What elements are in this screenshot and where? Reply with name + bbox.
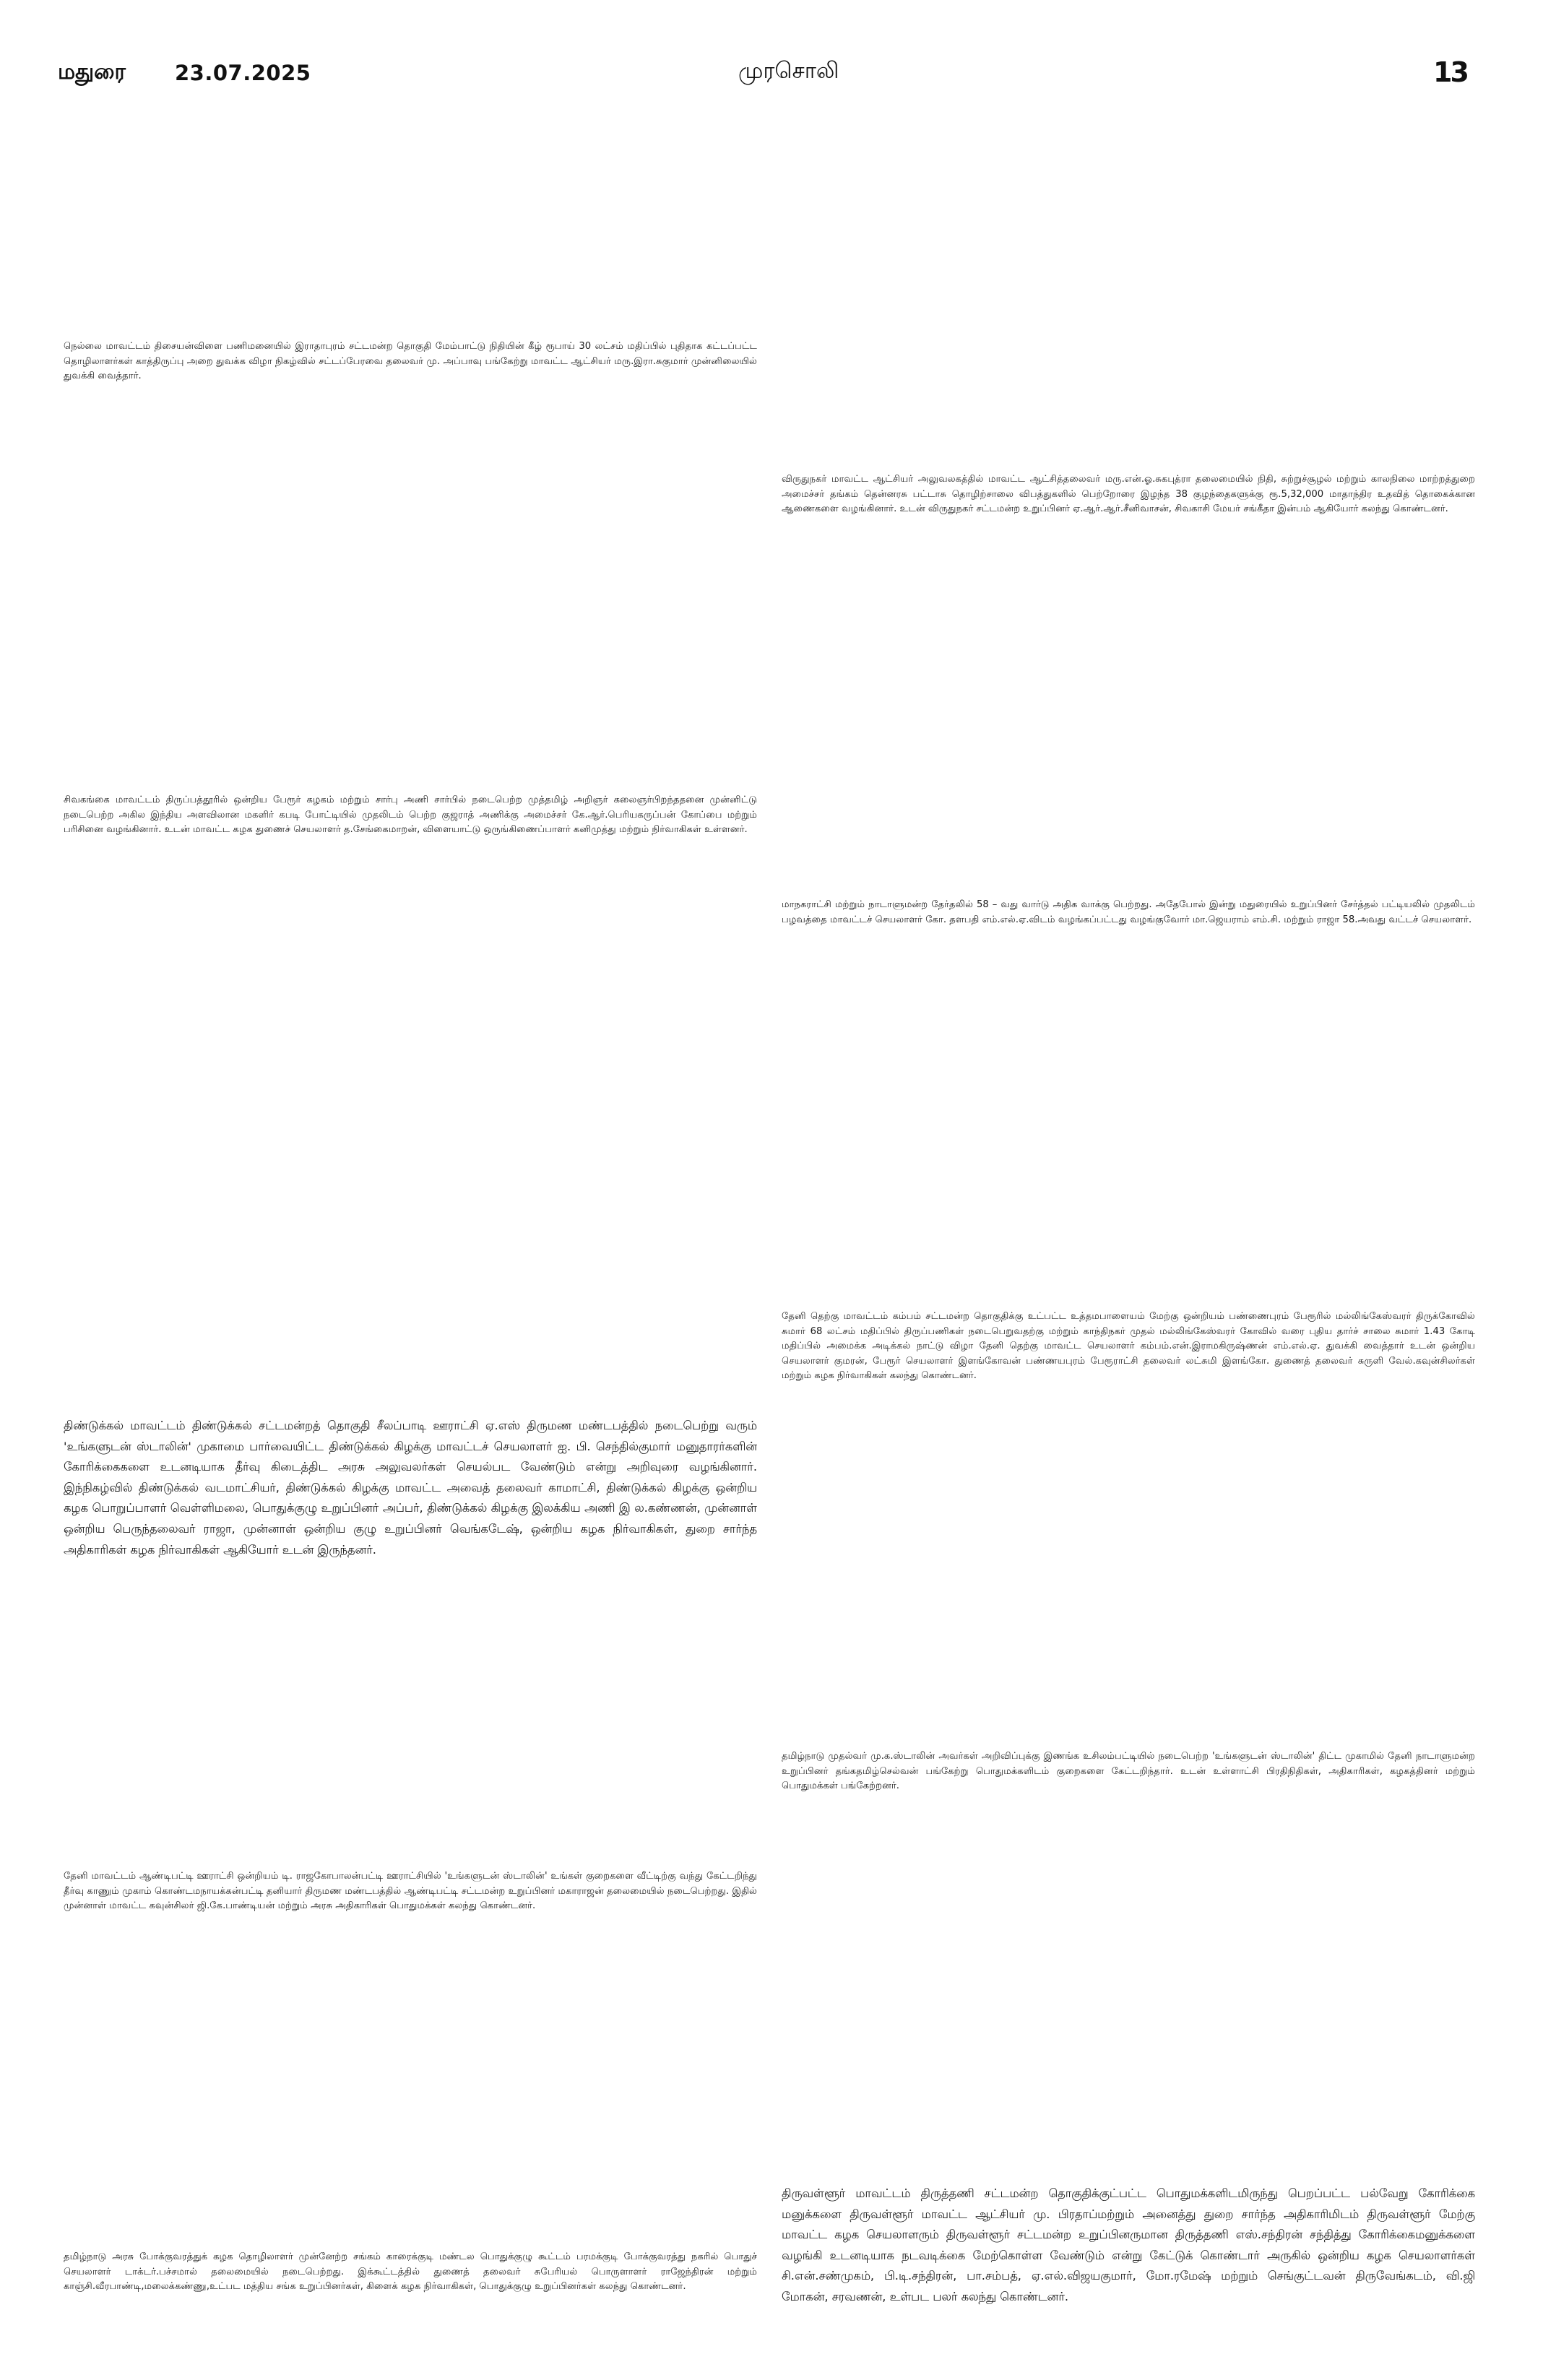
photo-caption-dindigul: திண்டுக்கல் மாவட்டம் திண்டுக்கல் சட்டமன்றத் தொகுதி சீலப்பாடி ஊராட்சி ஏ.எஸ் திருமண மண்டபத்தில் நடைபெற்று வரும் 'உங்களுடன் ஸ்டாலின்' முகாமை பார்வையிட்ட திண்டுக்கல் கிழக்கு மாவட்டச் செயலாளர் ஐ. பி. செந்தில்குமார் மனுதாரர்களின் கோரிக்கைகளை உடனடியாக தீர்வு கிடைத்திட அரசு அலுவலர்கள் செயல்பட வேண்டும் என்று அறிவுரை வழங்கினார். இந்நிகழ்வில் திண்டுக்கல் வடமாட்சியர், திண்டுக்கல் கிழக்கு மாவட்ட அவைத் தலைவர் காமாட்சி, திண்டுக்கல் கிழக்கு ஒன்றிய கழக பொறுப்பாளர் வெள்ளிமலை, பொதுக்குழு உறுப்பினர் அப்பர், திண்டுக்கல் கிழக்கு இலக்கிய அணி இ ல.கண்ணன், முன்னாள் ஒன்றிய பெருந்தலைவர் ராஜா, முன்னாள் ஒன்றிய குழு உறுப்பினர் வெங்கடேஷ், ஒன்றிய கழக நிர்வாகிகள், துறை சார்ந்த அதிகாரிகள் கழக நிர்வாகிகள் ஆகியோர் உடன் இருந்தனர். xyxy=(64,1419,757,1557)
photo-caption-madurai: மாநகராட்சி மற்றும் நாடாளுமன்ற தேர்தலில் 58 – வது வார்டு அதிக வாக்கு பெற்றது. அதேபோல் இன்று மதுரையில் உறுப்பினர் சேர்த்தல் பட்டியலில் முதலிடம் பழவத்தை மாவட்டச் செயலாளர் கோ. தளபதி எம்.எல்.ஏ.விடம் வழங்கப்பட்டது வழங்குவோர் மா.ஜெயராம் எம்.சி. மற்றும் ராஜா 58.அவது வட்டச் செயலாளர். xyxy=(782,899,1475,925)
photo-caption-tiruvallur: திருவள்ளூர் மாவட்டம் திருத்தணி சட்டமன்ற தொகுதிக்குட்பட்ட பொதுமக்களிடமிருந்து பெறப்பட்ட பல்வேறு கோரிக்கை மனுக்களை திருவள்ளூர் மாவட்ட ஆட்சியர் மு. பிரதாப்மற்றும் அனைத்து துறை சார்ந்த அதிகாரிமிடம் திருவள்ளூர் மேற்கு மாவட்ட கழக செயலாளரும் திருவள்ளூர் சட்டமன்ற உறுப்பினருமான திருத்தணி எஸ்.சந்திரன் சந்தித்து கோரிக்கைமனுக்களை வழங்கி உடனடியாக நடவடிக்கை மேற்கொள்ள வேண்டும் என்று கேட்டுக் கொண்டார் அருகில் ஒன்றிய கழக செயலாளர்கள் சி.என்.சண்முகம், பி.டி.சந்திரன், பா.சம்பத், ஏ.எல்.விஜயகுமார், மோ.ரமேஷ் மற்றும் செங்குட்டவன் திருவேங்கடம், வி.ஜி மோகன், சரவணன், உள்பட பலர் கலந்து கொண்டனர். xyxy=(782,2186,1475,2303)
photo-caption-sivagangai: சிவகங்கை மாவட்டம் திருப்பத்தூரில் ஒன்றிய பேரூர் கழகம் மற்றும் சார்பு அணி சார்பில் நடைபெற்ற முத்தமிழ் அறிஞர் கலைஞர்பிறந்ததனை முன்னிட்டு நடைபெற்ற அகில இந்திய அளவிலான மகளிர் கபடி போட்டியில் முதலிடம் பெற்ற குஜராத் அணிக்கு அமைச்சர் கே.ஆர்.பெரியகருப்பன் கோப்பை மற்றும் பரிசினை வழங்கினார். உடன் மாவட்ட கழக துணைச் செயலாளர் த.சேங்கைமாறன், விளையாட்டு ஒருங்கிணைப்பாளர் கனிமுத்து மற்றும் நிர்வாகிகள் உள்ளனர். xyxy=(64,795,757,835)
photo-caption-transport-union: தமிழ்நாடு அரசு போக்குவரத்துக் கழக தொழிலாளர் முன்னேற்ற சங்கம் காரைக்குடி மண்டல பொதுக்குழு கூட்டம் பரமக்குடி போக்குவரத்து நகரில் பொதுச் செயலாளர் டாக்டர்.பச்சமால் தலைமையில் நடைபெற்றது. இக்கூட்டத்தில் துணைத் தலைவர் சுபேரியல் பொருளாளர் ராஜேந்திரன் மற்றும் காஞ்சி.வீரபாண்டி,மலைக்கண்ணு,உட்பட மத்திய சங்க உறுப்பினர்கள், கிளைக் கழக நிர்வாகிகள், பொதுக்குழு உறுப்பினர்கள் கலந்து கொண்டனர். xyxy=(64,2251,757,2292)
edition-date: 23.07.2025 xyxy=(175,61,311,85)
edition-city: மதுரை xyxy=(58,59,126,85)
photo-caption-usilampatti: தமிழ்நாடு முதல்வர் மு.க.ஸ்டாலின் அவர்கள் அறிவிப்புக்கு இணங்க உசிலம்பட்டியில் நடைபெற்ற 'உங்களுடன் ஸ்டாலின்' திட்ட முகாமில் தேனி நாடாளுமன்ற உறுப்பினர் தங்கதமிழ்செல்வன் பங்கேற்று பொதுமக்களிடம் குறைகளை கேட்டறிந்தார். உடன் உள்ளாட்சி பிரதிநிதிகள், அதிகாரிகள், கழகத்தினர் மற்றும் பொதுமக்கள் பங்கேற்றனர். xyxy=(782,1751,1475,1791)
photo-caption-nellai: நெல்லை மாவட்டம் திசையன்விளை பணிமனையில் இராதாபுரம் சட்டமன்ற தொகுதி மேம்பாட்டு நிதியின் கீழ் ரூபாய் 30 லட்சம் மதிப்பில் புதிதாக கட்டப்பட்ட தொழிலாளர்கள் காத்திருப்பு அறை துவக்க விழா நிகழ்வில் சட்டப்பேரவை தலைவர் மு. அப்பாவு பங்கேற்று மாவட்ட ஆட்சியர் மரு.இரா.சுகுமார் முன்னிலையில் துவக்கி வைத்தார். xyxy=(64,341,757,381)
newspaper-name: முரசொலி xyxy=(738,58,839,84)
photo-caption-theni-south: தேனி தெற்கு மாவட்டம் கம்பம் சட்டமன்ற தொகுதிக்கு உட்பட்ட உத்தமபாளையம் மேற்கு ஒன்றியம் பண்ணைபுரம் பேரூரில் மல்லிங்கேஸ்வரர் திருக்கோவில் சுமார் 68 லட்சம் மதிப்பில் திருப்பணிகள் நடைபெறுவதற்கு மற்றும் காந்திநகர் முதல் மல்லிங்கேஸ்வரர் கோவில் வரை புதிய தார்ச் சாலை சுமார் 1.43 கோடி மதிப்பில் அமைக்க அடிக்கல் நாட்டு விழா தேனி தெற்கு மாவட்ட செயலாளர் கம்பம்.என்.இராமகிருஷ்ணன் எம்.எல்.ஏ. துவக்கி வைத்தார் உடன் ஒன்றிய செயலாளர் குமரன், பேரூர் செயலாளர் இளங்கோவன் பண்ணயபுரம் பேரூராட்சி தலைவர் லட்சுமி இளங்கோ. துணைத் தலைவர் சுருளி வேல்.கவுன்சிலர்கள் மற்றும் கழக நிர்வாகிகள் கலந்து கொண்டனர். xyxy=(782,1311,1475,1381)
photo-caption-virudhunagar: விருதுநகர் மாவட்ட ஆட்சியர் அலுவலகத்தில் மாவட்ட ஆட்சித்தலைவர் மரு.என்.ஓ.சுகபுத்ரா தலைமையில் நிதி, சுற்றுச்சூழல் மற்றும் காலநிலை மாற்றத்துறை அமைச்சர் தங்கம் தென்னரசு பட்டாசு தொழிற்சாலை விபத்துகளில் பெற்றோரை இழந்த 38 குழந்தைகளுக்கு ரூ.5,32,000 மாதாந்திர உதவித் தொகைக்கான ஆணைகளை வழங்கினார். உடன் விருதுநகர் சட்டமன்ற உறுப்பினர் ஏ.ஆர்.ஆர்.சீனிவாசன், சிவகாசி மேயர் சங்கீதா இன்பம் ஆகியோர் கலந்து கொண்டனர். xyxy=(782,474,1475,514)
photo-caption-andipatti: தேனி மாவட்டம் ஆண்டிபட்டி ஊராட்சி ஒன்றியம் டி. ராஜகோபாலன்பட்டி ஊராட்சியில் 'உங்களுடன் ஸ்டாலின்' உங்கள் குறைகளை வீட்டிற்கு வந்து கேட்டறிந்து தீர்வு காணும் முகாம் கொண்டமநாயக்கன்பட்டி தனியார் திருமண மண்டபத்தில் ஆண்டிபட்டி சட்டமன்ற உறுப்பினர் மகாராஜன் தலைமையில் நடைபெற்றது. இதில் முன்னாள் மாவட்ட கவுன்சிலர் ஜி.கே.பாண்டியன் மற்றும் அரசு அதிகாரிகள் பொதுமக்கள் கலந்து கொண்டனர். xyxy=(64,1871,757,1911)
page-number: 13 xyxy=(1433,56,1467,88)
